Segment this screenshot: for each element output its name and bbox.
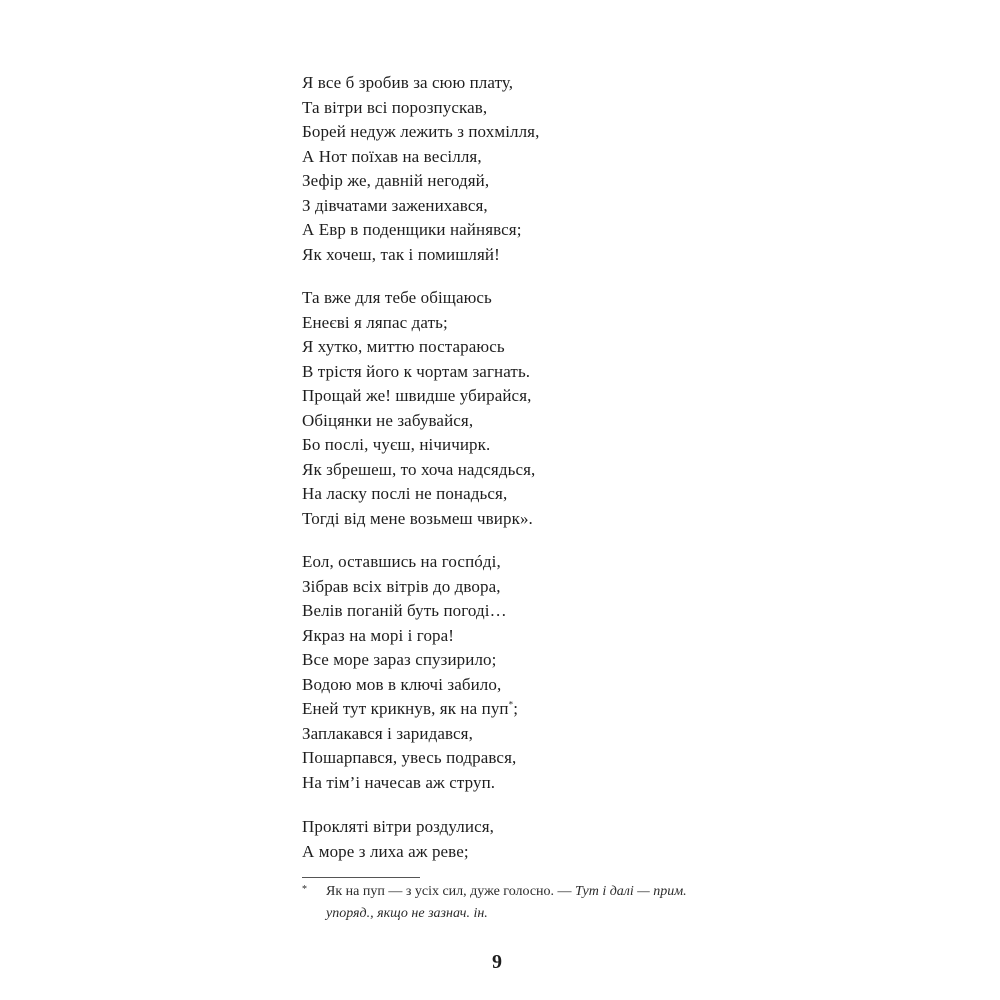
- verse-line: Я хутко, миттю постараюсь: [302, 337, 505, 356]
- verse-line-tail: ;: [513, 699, 519, 718]
- stanza-2: [302, 286, 535, 531]
- verse-line: Еол, оставшись на госпóді,: [302, 552, 501, 571]
- footnote-mark: *: [302, 884, 307, 895]
- verse-line: Зефір же, давній негодяй,: [302, 171, 490, 190]
- verse-line: А Нот поїхав на весілля,: [302, 146, 482, 166]
- footnote-divider: [302, 877, 420, 878]
- verse-line: Я все б зробив за сюю плату,: [302, 73, 514, 92]
- verse-line: Зібрав всіх вітрів до двора,: [302, 576, 501, 596]
- verse-line: А Евр в поденщики найнявся;: [302, 220, 522, 239]
- footnote-reference[interactable]: *: [508, 699, 514, 710]
- verse-line: Велів поганій буть погоді…: [302, 601, 507, 620]
- footnote-text-italic-continued: упоряд., якщо не зазнач. ін.: [326, 906, 488, 921]
- stanza-1: [302, 71, 539, 267]
- footnote: [302, 881, 732, 925]
- verse-line: В трістя його к чортам загнать.: [302, 361, 531, 381]
- verse-line: Борей недуж лежить з похмілля,: [302, 122, 540, 141]
- verse-line: Водою мов в ключі забило,: [302, 674, 502, 694]
- verse-line: На ласку послі не понадься,: [302, 484, 508, 503]
- footnote-text-plain: Як на пуп — з усіх сил, дуже голосно. —: [326, 884, 576, 899]
- page-number: 9: [492, 951, 502, 973]
- verse-line: Все море зараз спузирило;: [302, 650, 497, 669]
- verse-line: На тім’і начесав аж струп.: [302, 772, 496, 792]
- verse-line: З дівчатами заженихався,: [302, 195, 488, 215]
- verse-line-with-footnote: [302, 697, 518, 722]
- verse-line: Обіцянки не забувайся,: [302, 410, 474, 430]
- verse-line: Якраз на морі і гора!: [302, 625, 455, 645]
- verse-line: Бо послі, чуєш, нічичирк.: [302, 435, 491, 454]
- verse-line: Як збрешеш, то хоча надсядься,: [302, 459, 536, 479]
- verse-line: Прощай же! швидше убирайся,: [302, 386, 532, 405]
- verse-line: Тогді від мене возьмеш чвирк».: [302, 508, 533, 528]
- verse-line: Заплакався і заридався,: [302, 723, 473, 743]
- verse-line: Як хочеш, так і помишляй!: [302, 244, 500, 264]
- stanza-3: [302, 550, 518, 795]
- verse-line: Та вітри всі порозпускав,: [302, 97, 488, 117]
- verse-line: Проклятi вітри роздулися,: [302, 817, 494, 836]
- footnote-text: [302, 881, 732, 925]
- verse-line: Та вже для тебе обіщаюсь: [302, 288, 492, 307]
- verse-line: А море з лиха аж реве;: [302, 841, 469, 861]
- verse-line-text: Еней тут крикнув, як на пуп: [302, 699, 509, 718]
- stanza-4: [302, 815, 494, 864]
- verse-line: Пошарпався, увесь подрався,: [302, 748, 517, 767]
- footnote-text-italic: Тут і далі — прим.: [575, 884, 687, 899]
- verse-line: Енеєві я ляпас дать;: [302, 312, 448, 332]
